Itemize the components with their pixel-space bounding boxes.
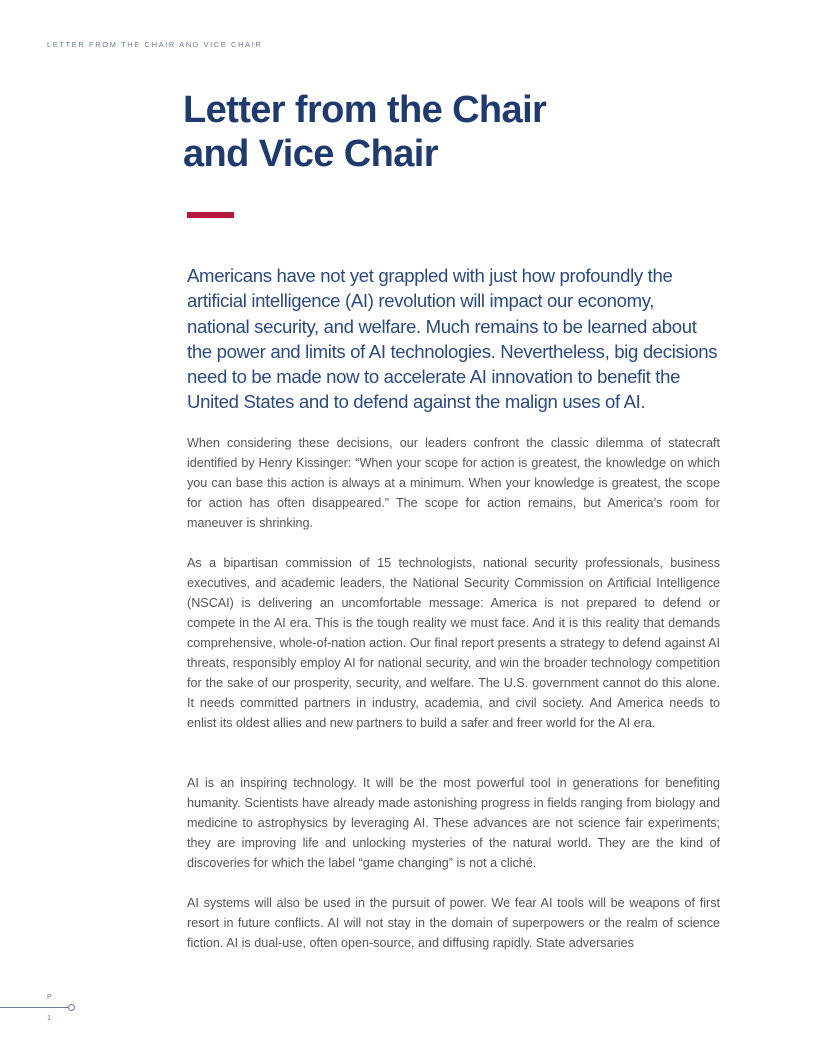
body-paragraph-3: AI is an inspiring technology. It will be the most powerful tool in generations for benefiting humanity. Scientists have already made astonishing progress in fields ranging from biology and medicine to astrophysics by leveraging AI. These advances are not science fair experiments; they are improving life and unlocking mysteries of the natural world. They are the kind of discoveries for which the label “game changing” is not a cliché. (187, 776, 720, 870)
page-title-line-2: and Vice Chair (183, 133, 438, 175)
lead-paragraph: Americans have not yet grappled with just how profoundly the artificial intelligence (AI) revolution will impact our economy, national security, and welfare. Much remains to be learned about the power and limits of AI technologies. Nevertheless, big decisions need to be made now to accelerate AI innovation to benefit the United States and to defend against the malign uses of AI. (187, 265, 718, 413)
page-title-line-1: Letter from the Chair (183, 89, 547, 131)
body-paragraph-2: As a bipartisan commission of 15 technologists, national security professionals, business executives, and academic leaders, the National Security Commission on Artificial Intelligence (NSCAI) is delivering an uncomfortable message: America is not prepared to defend or compete in the AI era. This is the tough reality we must face. And it is this reality that demands comprehensive, whole-of-nation action. Our final report presents a strategy to defend against AI threats, responsibly employ AI for national security, and win the broader technology competition for the sake of our prosperity, security, and welfare. The U.S. government cannot do this alone. It needs committed partners in industry, academia, and civil society. And America needs to enlist its oldest allies and new partners to build a safer and freer world for the AI era. (187, 556, 720, 730)
body-paragraph-4: AI systems will also be used in the pursuit of power. We fear AI tools will be weapons of first resort in future conflicts. AI will not stay in the domain of superpowers or the realm of science fiction. AI is dual-use, often open-source, and diffusing rapidly. State adversaries (187, 896, 720, 950)
page-marker-dot-icon (68, 1004, 75, 1011)
page-marker (0, 990, 90, 1030)
page-title (183, 88, 643, 176)
page-label: P (47, 994, 52, 1001)
running-header: LETTER FROM THE CHAIR AND VICE CHAIR (47, 40, 263, 49)
accent-bar (187, 212, 234, 218)
body-paragraph-1: When considering these decisions, our leaders confront the classic dilemma of statecraft identified by Henry Kissinger: “When your scope for action is greatest, the knowledge on which you can base this action is always at a minimum. When your knowledge is greatest, the scope for action has often disappeared.” The scope for action remains, but America’s room for maneuver is shrinking. (187, 436, 720, 530)
page-number: 1 (47, 1015, 51, 1022)
page-marker-line (0, 1007, 69, 1008)
